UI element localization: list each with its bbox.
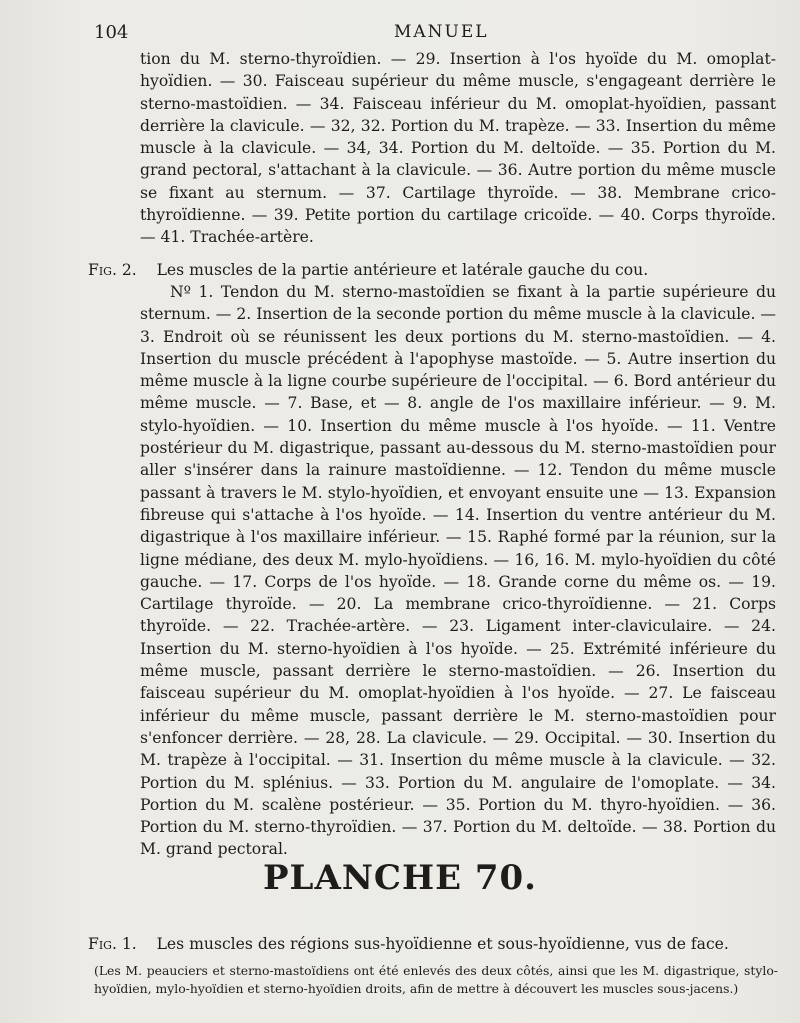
figure-2-legend: Nº 1. Tendon du M. sterno-mastoïdien se fixant à la partie supérieure du sternum. — 2. Insertion de la seconde portion du même muscle à la clavicule. — 3. Endroit où se réunissent les deux portions du M. sterno-mastoïdien. — 4. Insertion du muscle précédent à l'apophyse mastoïde. — 5. Autre insertion du même muscle à la ligne courbe supérieure de l'occipital. — 6. Bord antérieur du même muscle. — 7. Base, et — 8. angle de l'os maxillaire inférieur. — 9. M. stylo-hyoïdien. — 10. Insertion du même muscle à l'os hyoïde. — 11. Ventre postérieur du M. digastrique, passant au-dessous du M. sterno-mastoïdien pour aller s'insérer dans la rainure mastoïdienne. — 12. Tendon du même muscle passant à travers le M. stylo-hyoïdien, et envoyant ensuite une — 13. Expansion fibreuse qui s'attache à l'os hyoïde. — 14. Insertion du ventre antérieur du M. digastrique à l'os maxillaire inférieur. — 15. Raphé formé par la réunion, sur la ligne médiane, des deux M. mylo-hyoïdiens. — 16, 16. M. mylo-hyoïdien du côté gauche. — 17. Corps de l'os hyoïde. — 18. Grande corne du même os. — 19. Cartilage thyroïde. — 20. La membrane crico-thyroïdienne. — 21. Corps thyroïde. — 22. Trachée-artère. — 23. Ligament inter-claviculaire. — 24. Insertion du M. sterno-hyoïdien à l'os hyoïde. — 25. Extrémité inférieure du même muscle, passant derrière le sterno-mastoïdien. — 26. Insertion du faisceau supérieur du M. omoplat-hyoïdien à l'os hyoïde. — 27. Le faisceau inférieur du même muscle, passant derrière le M. sterno-mastoïdien pour s'enfoncer derrière. — 28, 28. La clavicule. — 29. Occipital. — 30. Insertion du M. trapèze à l'occipital. — 31. Insertion du même muscle à la clavicule. — 32. Portion du M. splénius. — 33. Portion du M. angulaire de l'omoplate. — 34. Portion du M. scalène postérieur. — 35. Portion du M. thyro-hyoïdien. — 36. Portion du M. sterno-thyroïdien. — 37. Portion du M. deltoïde. — 38. Portion du M. grand pectoral. (140, 282, 776, 859)
page-body (88, 48, 776, 861)
figure-1-label: Fig. 1. (88, 935, 137, 953)
figure-2-label: Fig. 2. (88, 260, 137, 279)
figure-2-heading (88, 259, 776, 281)
legend-paragraph-continued: tion du M. sterno-thyroïdien. — 29. Insertion à l'os hyoïde du M. omoplat-hyoïdien. — 30. Faisceau supérieur du même muscle, s'engageant derrière le sterno-mastoïdien. — 34. Faisceau inférieur du M. omoplat-hyoïdien, passant derrière la clavicule. — 32, 32. Portion du M. trapèze. — 33. Insertion du même muscle à la clavicule. — 34, 34. Portion du M. deltoïde. — 35. Portion du M. grand pectoral, s'attachant à la clavicule. — 36. Autre portion du même muscle se fixant au sternum. — 37. Cartilage thyroïde. — 38. Membrane crico-thyroïdienne. — 39. Petite portion du cartilage cricoïde. — 40. Corps thyroïde. — 41. Trachée-artère. (140, 50, 776, 247)
page-number: 104 (94, 22, 129, 43)
figure-1-note: (Les M. peauciers et sterno-mastoïdiens ont été enlevés des deux côtés, ainsi que les M. digastrique, stylo-hyoïdien, mylo-hyoïdien et sterno-hyoïdien droits, afin de mettre à découvert les muscles sous-jacens.) (94, 963, 778, 996)
plate-title: PLANCHE 70. (262, 858, 538, 898)
figure-2-title: Les muscles de la partie antérieure et latérale gauche du cou. (156, 260, 649, 279)
running-title: MANUEL (394, 22, 489, 42)
page-header (94, 22, 770, 48)
figure-1-title: Les muscles des régions sus-hyoïdienne et sous-hyoïdienne, vus de face. (156, 935, 729, 953)
figure-1-heading (88, 933, 778, 955)
